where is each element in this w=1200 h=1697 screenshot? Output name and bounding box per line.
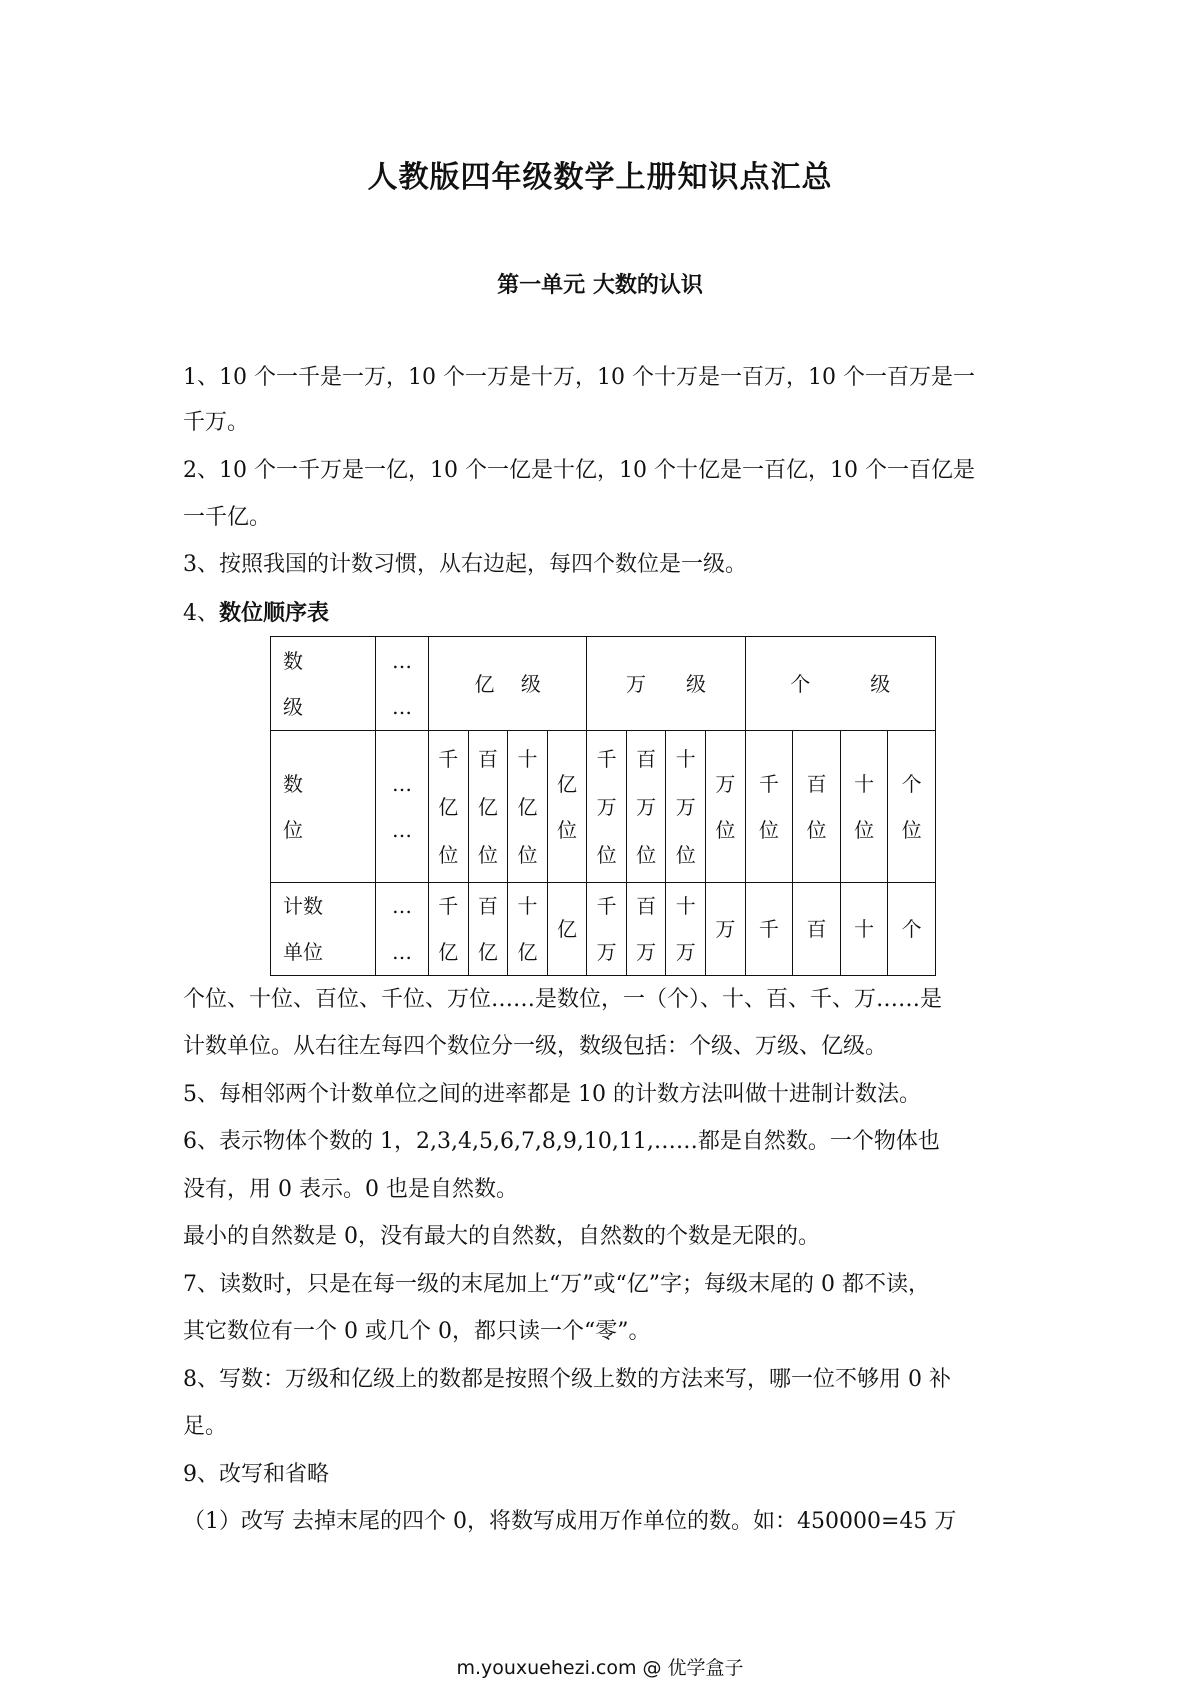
text-line: 千万。 <box>183 410 250 435</box>
text-line: 3、按照我国的计数习惯，从右边起，每四个数位是一级。 <box>183 552 747 577</box>
place-cell: 亿 位 <box>547 731 587 883</box>
text-line: 个位、十位、百位、千位、万位……是数位，一（个）、十、百、千、万……是 <box>183 987 943 1012</box>
table-heading-line <box>183 598 329 629</box>
place-cell: 百 亿 位 <box>468 731 508 883</box>
unit-subtitle: 第一单元 大数的认识 <box>497 272 703 298</box>
table-heading: 数位顺序表 <box>219 600 330 626</box>
text-line: 其它数位有一个 0 或几个 0，都只读一个“零”。 <box>183 1319 651 1344</box>
row-label-level: 数 级 <box>271 637 376 731</box>
unit-cell: 千 <box>745 883 793 976</box>
text-line: 一千亿。 <box>183 505 272 530</box>
unit-cell: 百 万 <box>626 883 666 976</box>
table-row-place <box>271 731 936 883</box>
place-cell: 十 位 <box>840 731 888 883</box>
place-cell: 十 亿 位 <box>508 731 548 883</box>
text-line: 没有，用 0 表示。0 也是自然数。 <box>183 1177 518 1202</box>
unit-cell: 千 万 <box>587 883 627 976</box>
dots-cell: … … <box>376 731 429 883</box>
text-line: 6、表示物体个数的 1，2,3,4,5,6,7,8,9,10,11,……都是自然数。一个物体也 <box>183 1129 940 1154</box>
unit-cell: 个 <box>888 883 936 976</box>
text-line: 计数单位。从右往左每四个数位分一级，数级包括：个级、万级、亿级。 <box>183 1034 888 1059</box>
unit-cell: 万 <box>706 883 746 976</box>
text-line: 7、读数时，只是在每一级的末尾加上“万”或“亿”字；每级末尾的 0 都不读， <box>183 1272 930 1297</box>
unit-cell: 亿 <box>547 883 587 976</box>
text-line: （1）改写 去掉末尾的四个 0，将数写成用万作单位的数。如：450000=45 万 <box>183 1509 957 1534</box>
item-number: 4、 <box>183 601 219 626</box>
table-row-level <box>271 637 936 731</box>
document-title: 人教版四年级数学上册知识点汇总 <box>367 160 833 195</box>
place-cell: 千 万 位 <box>587 731 627 883</box>
table-row-unit <box>271 883 936 976</box>
row-label-place: 数 位 <box>271 731 376 883</box>
dots-cell: … … <box>376 883 429 976</box>
place-cell: 万 位 <box>706 731 746 883</box>
unit-cell: 千 亿 <box>429 883 469 976</box>
unit-cell: 百 亿 <box>468 883 508 976</box>
level-yi: 亿 级 <box>429 637 587 731</box>
place-cell: 十 万 位 <box>666 731 706 883</box>
dots-cell: … … <box>376 637 429 731</box>
row-label-unit: 计数 单位 <box>271 883 376 976</box>
text-line: 8、写数：万级和亿级上的数都是按照个级上数的方法来写，哪一位不够用 0 补 <box>183 1367 951 1392</box>
place-cell: 百 位 <box>793 731 841 883</box>
place-value-table <box>270 636 936 976</box>
text-line: 1、10 个一千是一万，10 个一万是十万，10 个十万是一百万，10 个一百万是一 <box>183 365 975 390</box>
unit-cell: 十 <box>840 883 888 976</box>
unit-cell: 十 万 <box>666 883 706 976</box>
place-cell: 个 位 <box>888 731 936 883</box>
footer-watermark: m.youxuehezi.com @ 优学盒子 <box>456 1657 744 1679</box>
place-cell: 百 万 位 <box>626 731 666 883</box>
place-cell: 千 位 <box>745 731 793 883</box>
text-line: 2、10 个一千万是一亿，10 个一亿是十亿，10 个十亿是一百亿，10 个一百亿是 <box>183 458 975 483</box>
unit-cell: 十 亿 <box>508 883 548 976</box>
place-cell: 千 亿 位 <box>429 731 469 883</box>
level-wan: 万 级 <box>587 637 745 731</box>
text-line: 9、改写和省略 <box>183 1462 329 1487</box>
unit-cell: 百 <box>793 883 841 976</box>
text-line: 5、每相邻两个计数单位之间的进率都是 10 的计数方法叫做十进制计数法。 <box>183 1082 921 1107</box>
text-line: 足。 <box>183 1414 228 1439</box>
level-ge: 个 级 <box>745 637 935 731</box>
text-line: 最小的自然数是 0，没有最大的自然数，自然数的个数是无限的。 <box>183 1224 820 1249</box>
